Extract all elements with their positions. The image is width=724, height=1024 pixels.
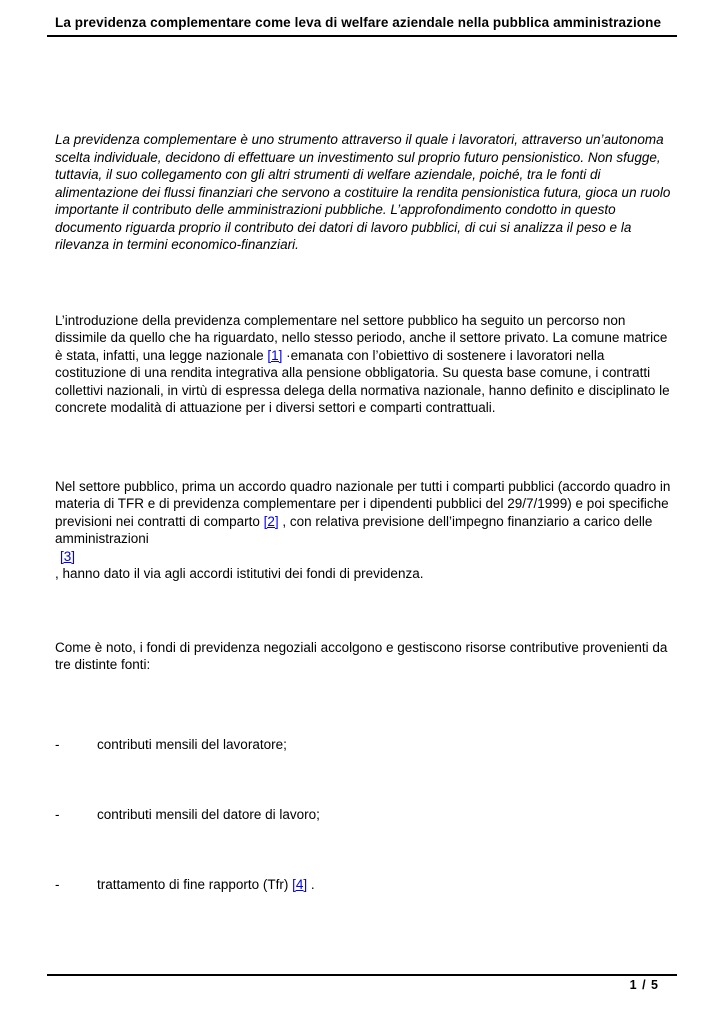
- footnote-link-1[interactable]: [1]: [267, 347, 283, 363]
- document-body: [55, 38, 677, 946]
- paragraph-introduction: [55, 312, 677, 417]
- paragraph-text: L’introduzione della previdenza complementare nel settore pubblico ha seguito un percorso non dissimile da quello che ha riguardato, nello stesso periodo, anche il settore privato. La comune matrice è stata, infatti, una legge nazionale: [55, 312, 668, 363]
- list-item-label: [97, 876, 315, 894]
- paragraph-public-sector: [55, 478, 677, 583]
- paragraph-text: , hanno dato il via agli accordi istitutivi dei fondi di previdenza.: [55, 566, 424, 581]
- list-item-label: contributi mensili del datore di lavoro;: [97, 806, 320, 822]
- footnote-link-3[interactable]: [3]: [60, 548, 76, 564]
- paragraph-sources-intro: Come è noto, i fondi di previdenza negoziali accolgono e gestiscono risorse contributive provenienti da tre distinte fonti:: [55, 639, 668, 672]
- list-item-label: contributi mensili del lavoratore;: [97, 736, 287, 752]
- document-title: La previdenza complementare come leva di welfare aziendale nella pubblica amministrazione: [47, 0, 677, 37]
- paragraph-text: , con relativa previsione dell’impegno finanziario a carico delle amministrazioni: [55, 513, 653, 546]
- footnote-link-2[interactable]: [2]: [263, 513, 279, 529]
- page-number: 1 / 5: [629, 978, 659, 992]
- footnote-link-4[interactable]: [4]: [292, 876, 308, 892]
- list-item-tfr: [55, 876, 677, 894]
- intro-paragraph-text: La previdenza complementare è uno strumento attraverso il quale i lavoratori, attraverso un’autonoma scelta individuale, decidono di effettuare un investimento sul proprio futuro pensionistico. Non sfugge, tuttavia, il suo collegamento con gli altri strumenti di welfare aziendale, poiché, tra le fonti di alimentazione dei flussi finanziari che servono a costituire la rendita pensionistica futura, gioca un ruolo importante il contributo delle amministrazioni pubbliche. L’approfondimento condotto in questo documento riguarda proprio il contributo dei datori di lavoro pubblici, di cui si analizza il peso e la rilevanza in termini economico-finanziari.: [55, 132, 671, 252]
- page-header: [47, 0, 677, 37]
- dash-bullet: -: [55, 876, 60, 892]
- list-item-suffix: .: [307, 876, 315, 892]
- contribution-sources-list: [55, 736, 677, 894]
- paragraph-text: ·emanata con l’obiettivo di sostenere i lavoratori nella costituzione di una rendita integrativa alla pensione obbligatoria. Su questa base comune, i contratti collettivi nazionali, in virtù di espressa delega della normativa nazionale, hanno definito e disciplinato le concrete modalità di attuazione per i diversi settori e comparti contrattuali.: [55, 347, 670, 415]
- list-item-employer-contributions: [55, 806, 677, 824]
- paragraph-text: Nel settore pubblico, prima un accordo quadro nazionale per tutti i comparti pubblici (accordo quadro in materia di TFR e di previdenza complementare per i dipendenti pubblici del 29/7/1999) e poi specifiche previsioni nei contratti di comparto: [55, 478, 671, 529]
- page-footer: [47, 974, 677, 992]
- list-item-text: trattamento di fine rapporto (Tfr): [97, 876, 293, 892]
- dash-bullet: -: [55, 736, 60, 752]
- dash-bullet: -: [55, 806, 60, 822]
- intro-paragraph: [55, 131, 677, 254]
- list-item-worker-contributions: [55, 736, 677, 754]
